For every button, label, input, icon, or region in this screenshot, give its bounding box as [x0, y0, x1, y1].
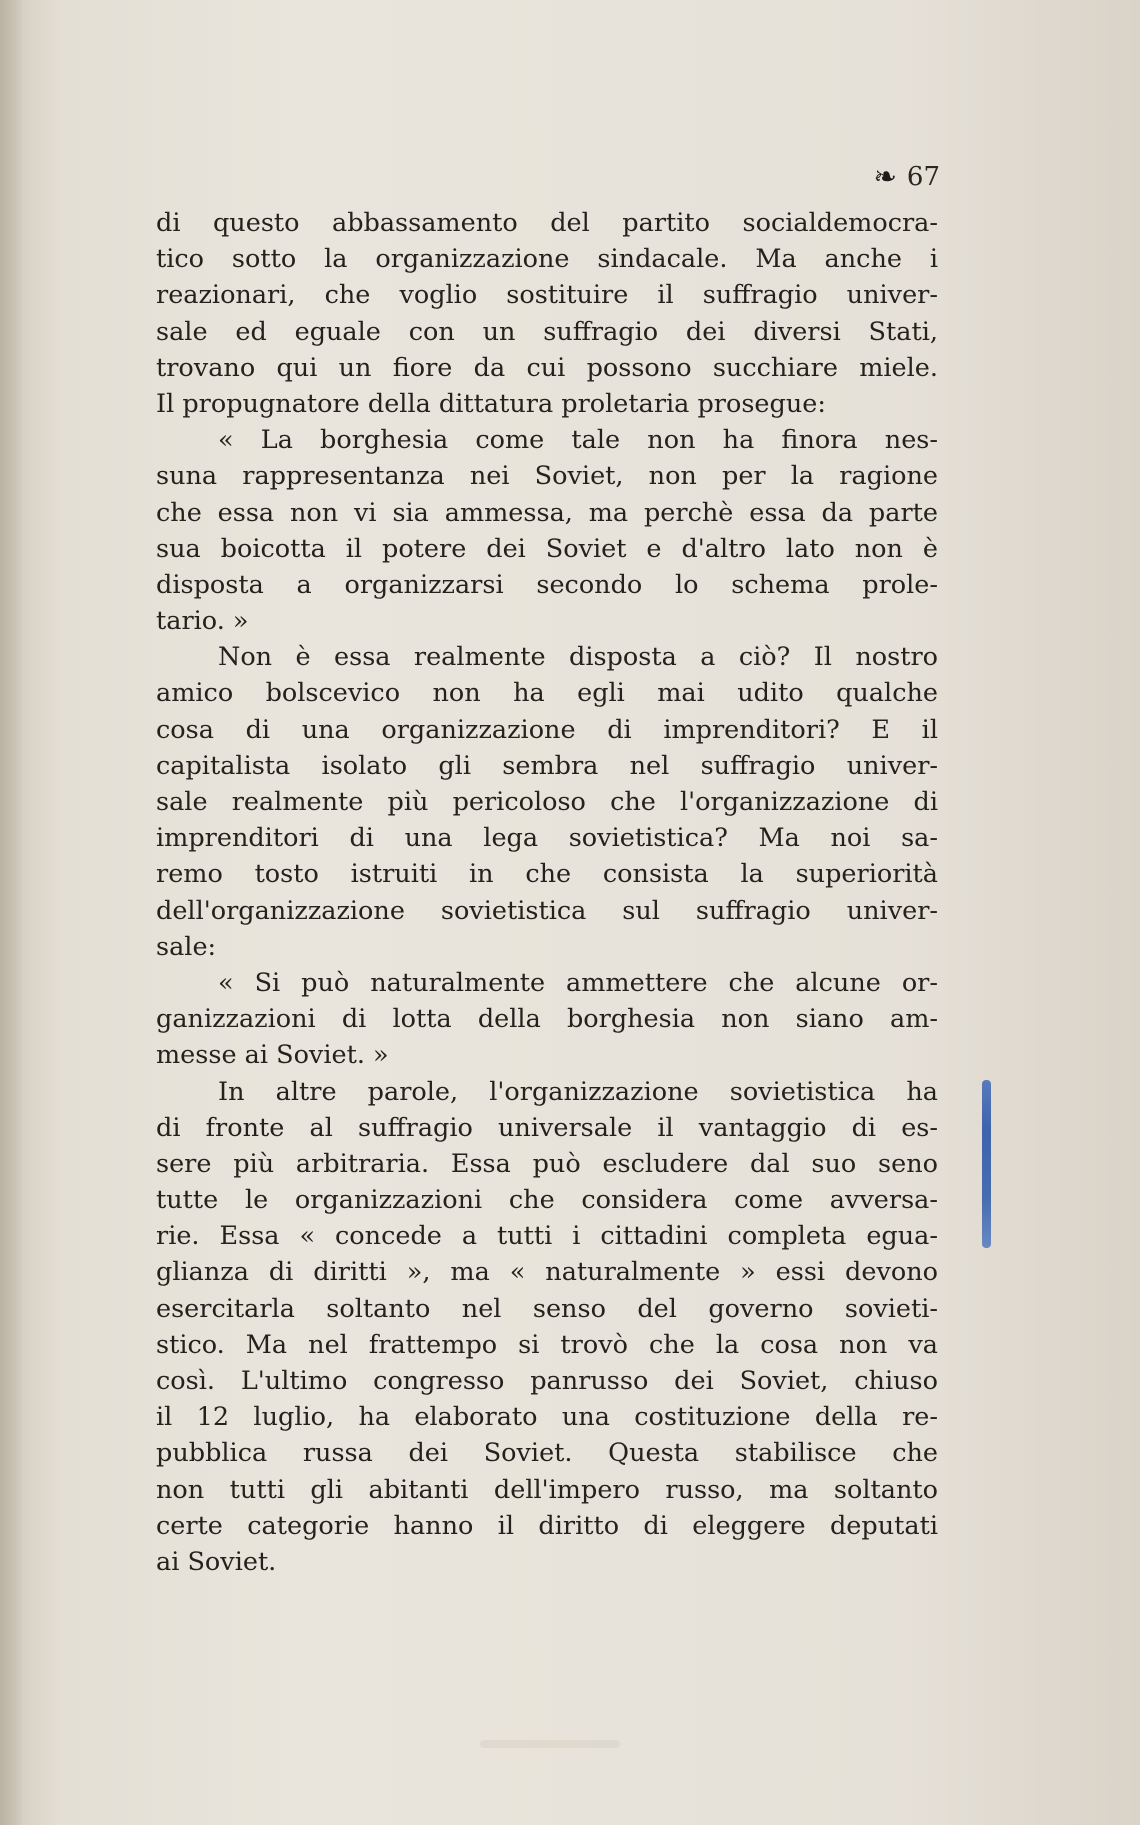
text-line: amico bolscevico non ha egli mai udito qualche	[156, 678, 938, 709]
text-line: certe categorie hanno il diritto di eleggere deputati	[156, 1510, 938, 1541]
text-line: esercitarla soltanto nel senso del governo sovieti-	[156, 1293, 938, 1324]
text-line: Il propugnatore della dittatura proletaria prosegue:	[156, 388, 826, 419]
text-line: Non è essa realmente disposta a ciò? Il nostro	[218, 642, 938, 673]
text-line: che essa non vi sia ammessa, ma perchè essa da parte	[156, 497, 938, 528]
text-line: In altre parole, l'organizzazione sovietistica ha	[218, 1076, 938, 1107]
text-line: rie. Essa « concede a tutti i cittadini completa egua-	[156, 1221, 938, 1252]
text-line: « La borghesia come tale non ha finora nes-	[218, 425, 938, 456]
text-line: « Si può naturalmente ammettere che alcune or-	[218, 967, 938, 998]
text-line: remo tosto istruiti in che consista la superiorità	[156, 859, 938, 890]
text-line: tutte le organizzazioni che considera come avversa-	[156, 1185, 938, 1216]
page-header	[873, 160, 940, 193]
text-line: reazionari, che voglio sostituire il suffragio univer-	[156, 280, 938, 311]
text-line: sale realmente più pericoloso che l'organizzazione di	[156, 787, 938, 817]
text-line: ai Soviet.	[156, 1546, 277, 1577]
text-line: ganizzazioni di lotta della borghesia non siano am-	[156, 1004, 938, 1035]
blue-pencil-margin-mark	[982, 1080, 991, 1248]
text-line: sere più arbitraria. Essa può escludere dal suo seno	[156, 1148, 938, 1179]
text-line: sua boicotta il potere dei Soviet e d'altro lato non è	[156, 533, 938, 564]
page-binding-edge	[0, 0, 22, 1825]
text-line: così. L'ultimo congresso panrusso dei Soviet, chiuso	[156, 1366, 938, 1396]
text-line: non tutti gli abitanti dell'impero russo, ma soltanto	[156, 1474, 938, 1505]
text-line: sale:	[156, 931, 217, 962]
body-text	[156, 205, 938, 1580]
text-line: stico. Ma nel frattempo si trovò che la cosa non va	[156, 1329, 938, 1360]
text-line: di questo abbassamento del partito socialdemocra-	[156, 208, 938, 238]
text-line: suna rappresentanza nei Soviet, non per la ragione	[156, 461, 938, 492]
text-line: tario. »	[156, 606, 249, 637]
text-line: trovano qui un fiore da cui possono succhiare miele.	[156, 352, 938, 383]
text-line: di fronte al suffragio universale il vantaggio di es-	[156, 1112, 938, 1143]
page-number: 67	[906, 161, 940, 192]
text-line: disposta a organizzarsi secondo lo schema prole-	[156, 569, 938, 600]
text-line: dell'organizzazione sovietistica sul suffragio univer-	[156, 895, 938, 926]
text-line: glianza di diritti », ma « naturalmente » essi devono	[156, 1257, 938, 1288]
text-line: cosa di una organizzazione di imprenditori? E il	[156, 714, 938, 745]
fleuron-icon: ❧	[873, 160, 897, 193]
text-line: capitalista isolato gli sembra nel suffragio univer-	[156, 750, 938, 781]
text-line: sale ed eguale con un suffragio dei diversi Stati,	[156, 316, 938, 347]
text-line: messe ai Soviet. »	[156, 1040, 389, 1071]
text-line: il 12 luglio, ha elaborato una costituzione della re-	[156, 1402, 938, 1433]
text-line: pubblica russa dei Soviet. Questa stabilisce che	[156, 1438, 938, 1469]
text-line: imprenditori di una lega sovietistica? Ma noi sa-	[156, 823, 938, 854]
paper-smudge	[480, 1740, 620, 1748]
text-line: tico sotto la organizzazione sindacale. Ma anche i	[156, 244, 938, 275]
